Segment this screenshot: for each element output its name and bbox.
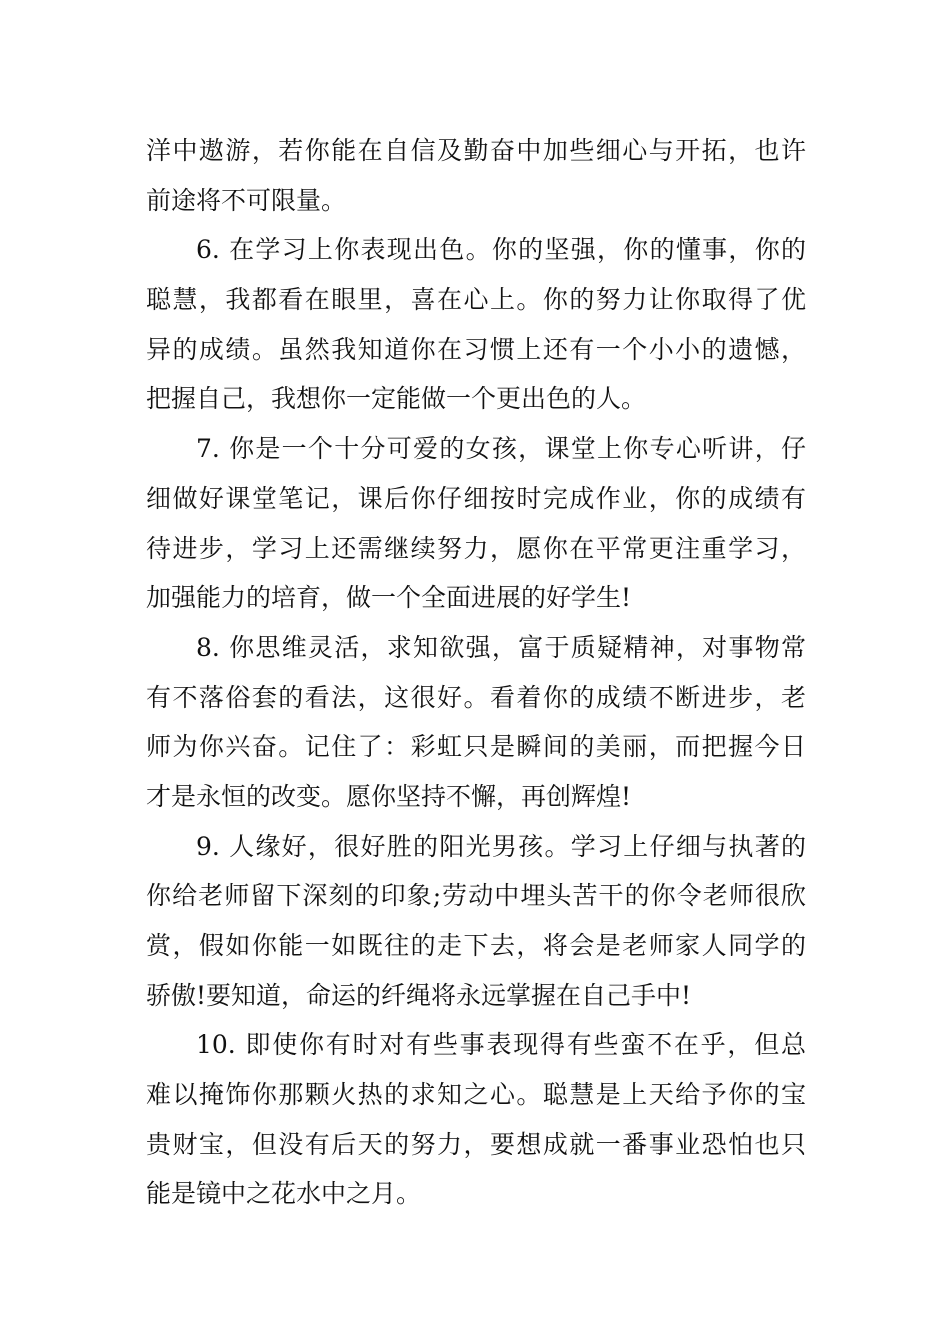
text-line: 10. 即使你有时对有些事表现得有些蛮不在乎，但总 [196,1030,806,1060]
text-line: 9. 人缘好，很好胜的阳光男孩。学习上仔细与执著的 [196,831,806,861]
text-line: 前途将不可限量。 [146,185,347,215]
paragraph-item-7 [146,424,806,623]
paragraph-item-9 [146,822,806,1021]
text-line: 赏，假如你能一如既往的走下去，将会是老师家人同学的 [146,931,806,960]
document-body [146,126,806,1219]
text-line: 有不落俗套的看法，这很好。看着你的成绩不断进步，老 [146,682,806,712]
text-line: 异的成绩。虽然我知道你在习惯上还有一个小小的遗憾， [146,334,806,364]
text-line: 待进步，学习上还需继续努力，愿你在平常更注重学习， [146,533,806,563]
text-line: 难以掩饰你那颗火热的求知之心。聪慧是上天给予你的宝 [146,1080,806,1110]
text-line: 师为你兴奋。记住了：彩虹只是瞬间的美丽，而把握今日 [146,732,806,762]
text-line: 6. 在学习上你表现出色。你的坚强，你的懂事，你的 [196,235,806,265]
paragraph-item-10 [146,1020,806,1219]
text-line: 聪慧，我都看在眼里，喜在心上。你的努力让你取得了优 [146,285,806,315]
text-line: 把握自己，我想你一定能做一个更出色的人。 [146,384,647,414]
text-line: 洋中遨游，若你能在自信及勤奋中加些细心与开拓，也许 [146,136,806,165]
paragraph-item-6 [146,225,806,424]
paragraph-item-8 [146,623,806,822]
text-line: 8. 你思维灵活，求知欲强，富于质疑精神，对事物常 [196,632,806,662]
text-line: 才是永恒的改变。愿你坚持不懈，再创辉煌! [146,781,632,811]
text-line: 骄傲!要知道，命运的纤绳将永远掌握在自己手中! [146,980,692,1010]
text-line: 贵财宝，但没有后天的努力，要想成就一番事业恐怕也只 [146,1129,806,1159]
text-line: 7. 你是一个十分可爱的女孩，课堂上你专心听讲，仔 [196,434,806,464]
text-line: 加强能力的培育，做一个全面进展的好学生! [146,583,632,613]
text-line: 你给老师留下深刻的印象;劳动中埋头苦干的你令老师很欣 [146,881,806,911]
paragraph-continued [146,126,806,225]
text-line: 能是镜中之花水中之月。 [146,1179,422,1209]
text-line: 细做好课堂笔记，课后你仔细按时完成作业，你的成绩有 [146,483,806,513]
